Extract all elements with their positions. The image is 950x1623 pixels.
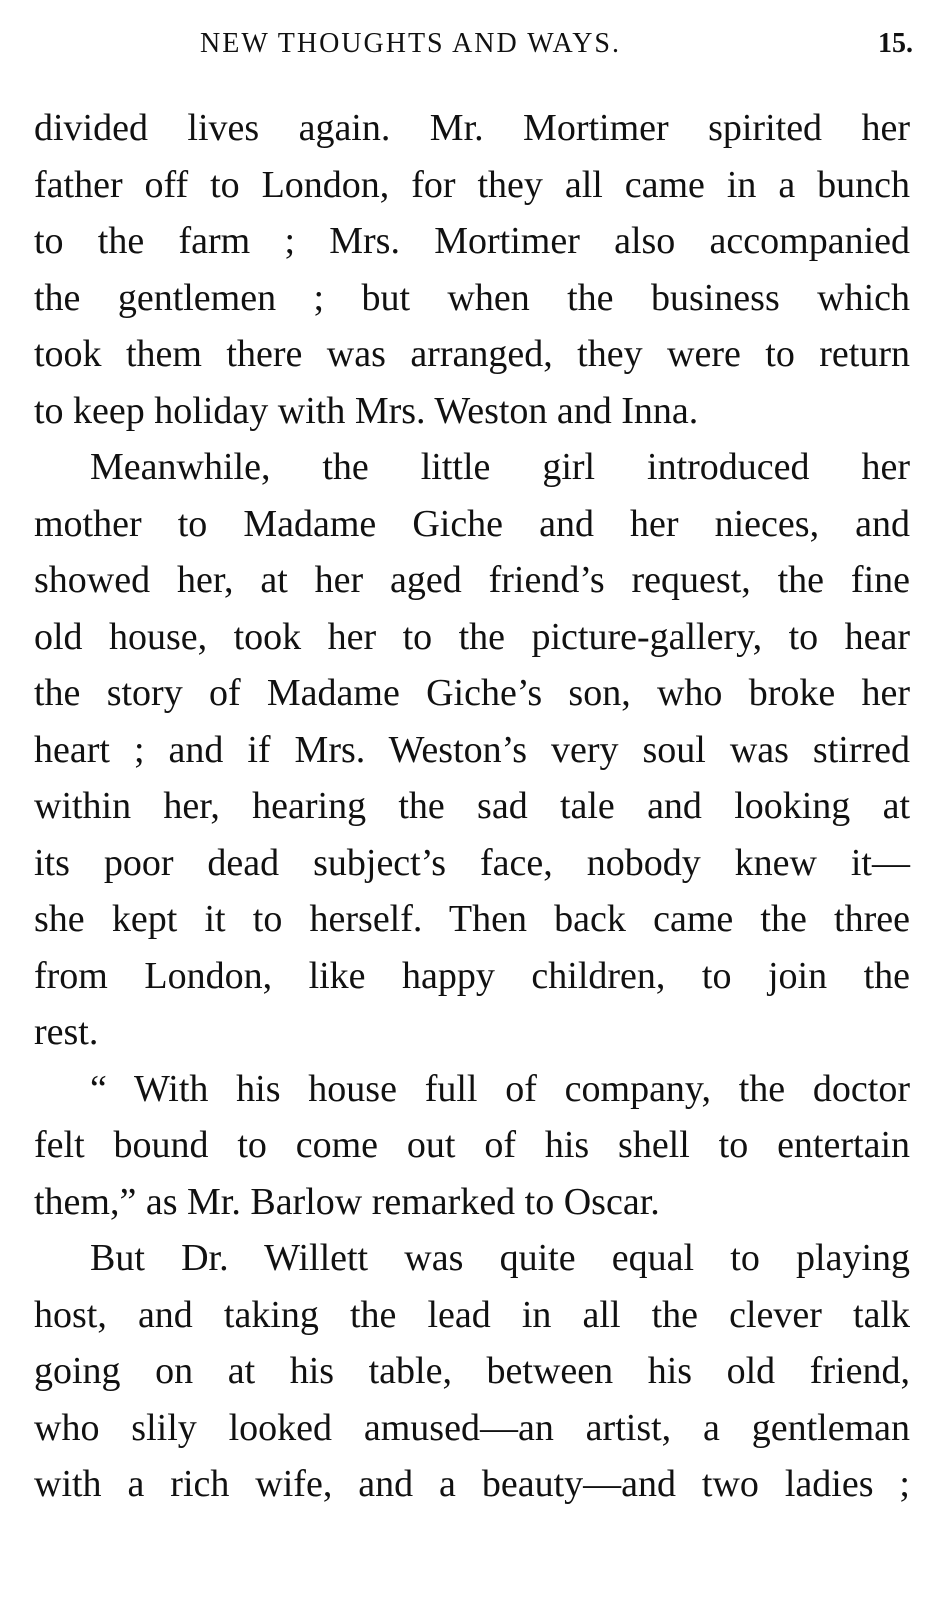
text-line: to the farm ; Mrs. Mortimer also accompanied [34,220,910,262]
text-line: “ With his house full of company, the doctor [90,1067,910,1110]
text-line: within her, hearing the sad tale and looking at [34,785,910,827]
text-line: old house, took her to the picture-gallery, to hear [34,615,910,658]
text-line: she kept it to herself. Then back came the three [34,898,910,940]
page-number: 15. [878,28,913,59]
text-line: Meanwhile, the little girl introduced her [90,446,910,488]
paragraph-1 [34,100,910,439]
paragraph-2 [34,439,910,1061]
text-line: rest. [34,1011,99,1053]
text-line: mother to Madame Giche and her nieces, and [34,502,910,545]
text-line: them,” as Mr. Barlow remarked to Oscar. [34,1180,660,1223]
text-line: the gentlemen ; but when the business which [34,276,910,319]
text-line: took them there was arranged, they were to return [34,333,910,375]
paragraph-4 [34,1230,910,1513]
text-line: going on at his table, between his old friend, [34,1350,910,1392]
text-line: But Dr. Willett was quite equal to playing [90,1237,910,1279]
text-line: divided lives again. Mr. Mortimer spirited her [34,107,910,149]
text-line: felt bound to come out of his shell to entertain [34,1124,910,1166]
text-line: from London, like happy children, to join the [34,954,910,997]
text-line: host, and taking the lead in all the clever talk [34,1293,910,1336]
text-line: to keep holiday with Mrs. Weston and Inna. [34,389,699,432]
body-text [34,100,910,1513]
text-line: the story of Madame Giche’s son, who broke her [34,672,910,714]
text-line: with a rich wife, and a beauty—and two ladies ; [34,1463,910,1505]
text-line: showed her, at her aged friend’s request, the fine [34,559,910,601]
text-line: heart ; and if Mrs. Weston’s very soul was stirred [34,728,910,771]
text-line: who slily looked amused—an artist, a gentleman [34,1406,910,1449]
running-head [0,20,950,70]
running-title: NEW THOUGHTS AND WAYS. [200,28,622,59]
paragraph-3 [34,1061,910,1231]
text-line: father off to London, for they all came in a bunch [34,163,910,206]
text-line: its poor dead subject’s face, nobody knew it— [34,841,910,884]
